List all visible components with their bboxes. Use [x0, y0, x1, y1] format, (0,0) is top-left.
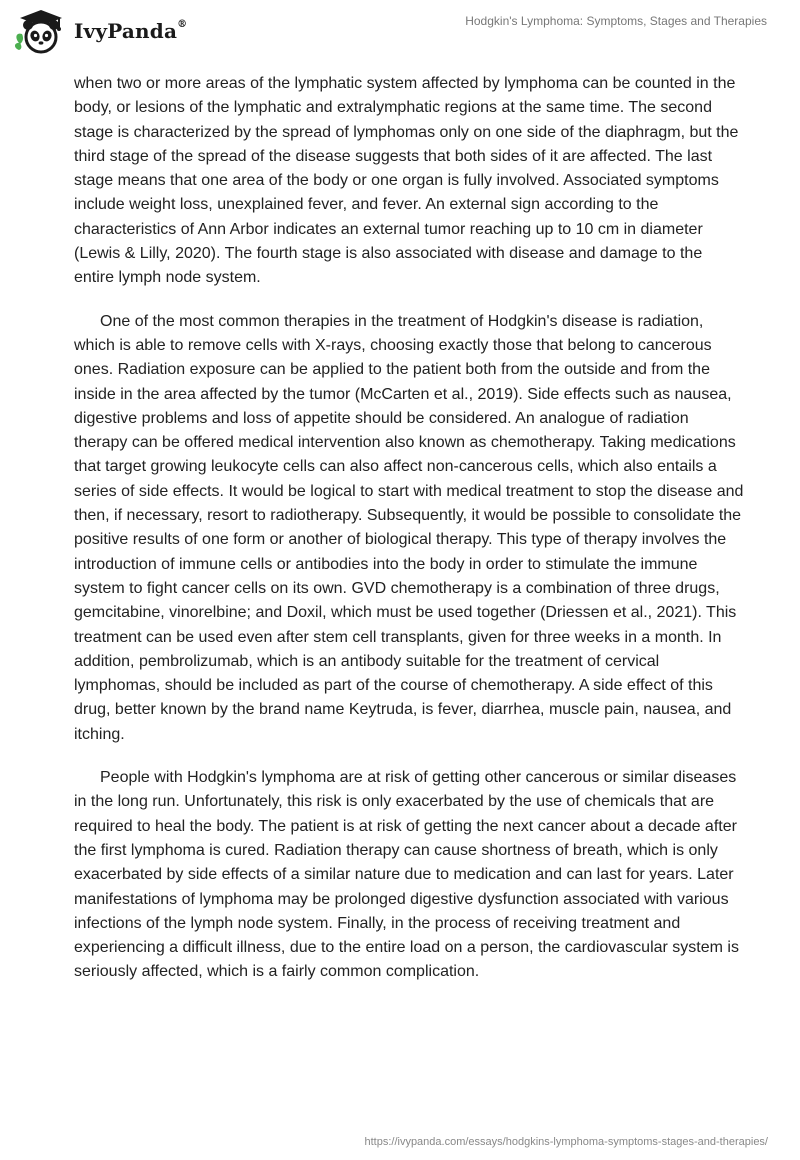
source-url[interactable]: https://ivypanda.com/essays/hodgkins-lymphoma-symptoms-stages-and-therapies/	[364, 1136, 768, 1148]
paragraph: One of the most common therapies in the treatment of Hodgkin's disease is radiation, which is able to remove cells with X-rays, choosing exactly those that belong to cancerous ones. Radiation exposure can be applied to the patient both from the outside and from the inside in the area affected by the tumor (McCarten et al., 2019). Side effects such as nausea, digestive problems and loss of appetite should be considered. An analogue of radiation therapy can be offered medical intervention also known as chemotherapy. Taking medications that target growing leukocyte cells can also affect non-cancerous cells, which also entails a series of side effects. It would be logical to start with medical treatment to stop the disease and then, if necessary, resort to radiotherapy. Subsequently, it would be possible to consolidate the positive results of one form or another of biological therapy. This type of therapy involves the introduction of immune cells or antibodies into the body in order to stimulate the immune system to fight cancer cells on its own. GVD chemotherapy is a combination of three drugs, gemcitabine, vinorelbine; and Doxil, which must be used together (Driessen et al., 2021). This treatment can be used even after stem cell transplants, given for three weeks in a month. In addition, pembrolizumab, which is an antibody suitable for the treatment of cervical lymphomas, should be included as part of the course of chemotherapy. A side effect of this drug, better known by the brand name Keytruda, is fever, diarrhea, muscle pain, nausea, and itching.	[74, 312, 744, 743]
essay-body	[74, 72, 744, 1004]
ivypanda-logo[interactable]	[14, 8, 187, 56]
paragraph: when two or more areas of the lymphatic system affected by lymphoma can be counted in the body, or lesions of the lymphatic and extralymphatic regions at the same time. The second stage is characterized by the spread of lymphomas only on one side of the diaphragm, but the third stage of the spread of the disease suggests that both sides of it are affected. The last stage means that one area of the body or one organ is fully involved. Associated symptoms include weight loss, unexplained fever, and fever. An external sign according to the characteristics of Ann Arbor indicates an external tumor reaching up to 10 cm in diameter (Lewis & Lilly, 2020). The fourth stage is also associated with disease and damage to the entire lymph node system.	[74, 75, 739, 287]
logo-wordmark: IvyPanda®	[74, 19, 188, 43]
panda-graduate-icon	[14, 8, 68, 56]
paragraph: People with Hodgkin's lymphoma are at risk of getting other cancerous or similar diseases in the long run. Unfortunately, this risk is only exacerbated by the use of chemicals that are required to heal the body. The patient is at risk of getting the next cancer about a decade after the first lymphoma is cured. Radiation therapy can cause shortness of breath, which is only exacerbated by side effects of a similar nature due to medication and can last for years. Later manifestations of lymphoma may be prolonged digestive dysfunction associated with various infections of the lymph node system. Finally, in the process of receiving treatment and experiencing a difficult illness, due to the entire load on a person, the cardiovascular system is seriously affected, which is a fairly common complication.	[74, 769, 739, 981]
page-header	[0, 0, 800, 60]
document-title: Hodgkin's Lymphoma: Symptoms, Stages and Therapies	[465, 14, 767, 28]
